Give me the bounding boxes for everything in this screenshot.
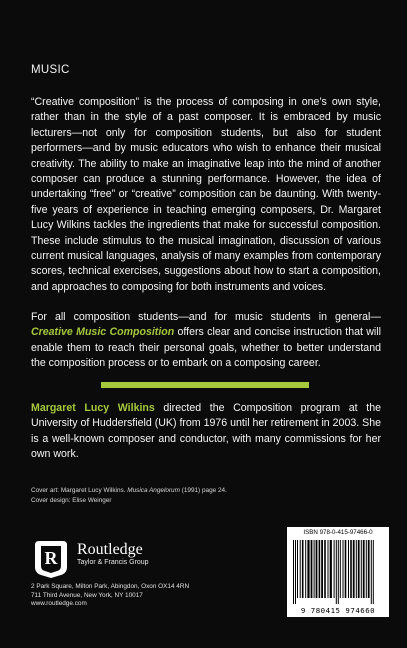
divider-bar	[101, 382, 309, 388]
category-label: MUSIC	[31, 64, 70, 76]
barcode-box	[287, 527, 389, 617]
publisher-group: Taylor & Francis Group	[77, 559, 149, 566]
audience-text-before: For all composition students—and for music students in general—	[31, 311, 381, 323]
cover-design-credit: Cover design: Elise Weinger	[31, 496, 112, 504]
author-bio	[31, 401, 381, 463]
barcode-icon	[291, 540, 385, 604]
cover-art-prefix: Cover art: Margaret Lucy Wilkins.	[31, 487, 128, 494]
author-bio-text: directed the Composition program at the University of Huddersfield (UK) from 1976 until her retirement in 2003. She is a well-known composer and conductor, with many commissions for her own work.	[31, 402, 381, 461]
logo-letter: R	[44, 548, 58, 568]
barcode-number: 9 780415 974660	[300, 606, 376, 615]
cover-art-title: Musica Angelorum	[127, 487, 180, 494]
routledge-logo-icon	[31, 539, 71, 579]
publisher-name: Routledge	[77, 541, 143, 558]
publisher-address	[31, 583, 271, 609]
audience-paragraph	[31, 310, 381, 372]
cover-art-suffix: (1991) page 24.	[179, 487, 227, 494]
address-line-2: 711 Third Avenue, New York, NY 10017	[31, 591, 143, 599]
cover-credits	[31, 486, 291, 505]
audience-text-after: offers clear and concise instruction that will enable them to reach their personal goals, whether to better understand the composition process or to embark on a composing career.	[31, 326, 381, 370]
publisher-website: www.routledge.com	[31, 600, 87, 608]
isbn-label: ISBN 978-0-415-97466-0	[303, 529, 373, 536]
author-name: Margaret Lucy Wilkins	[31, 402, 155, 414]
address-line-1: 2 Park Square, Milton Park, Abingdon, Oxon OX14 4RN	[31, 583, 190, 590]
cover-art-credit	[31, 486, 291, 496]
book-title: Creative Music Composition	[31, 326, 175, 339]
book-description: “Creative composition” is the process of composing in one’s own style, rather than in the style of a past composer. It is embraced by music lecturers—not only for composition students, but also for student performers—and by music educators who wish to enhance their musical creativity. The ability to make an imaginative leap into the mind of another composer can produce a stunning performance. However, the idea of undertaking “free” or “creative” composition can be daunting. With twenty-five years of experience in teaching emerging composers, Dr. Margaret Lucy Wilkins tackles the ingredients that make for successful composition. These include stimulus to the musical imagination, discussion of various current musical languages, analysis of many examples from contemporary scores, technical exercises, suggestions about how to start a composition, and approaches to composing for both instruments and voices.	[31, 96, 381, 293]
publisher-block	[77, 541, 149, 566]
